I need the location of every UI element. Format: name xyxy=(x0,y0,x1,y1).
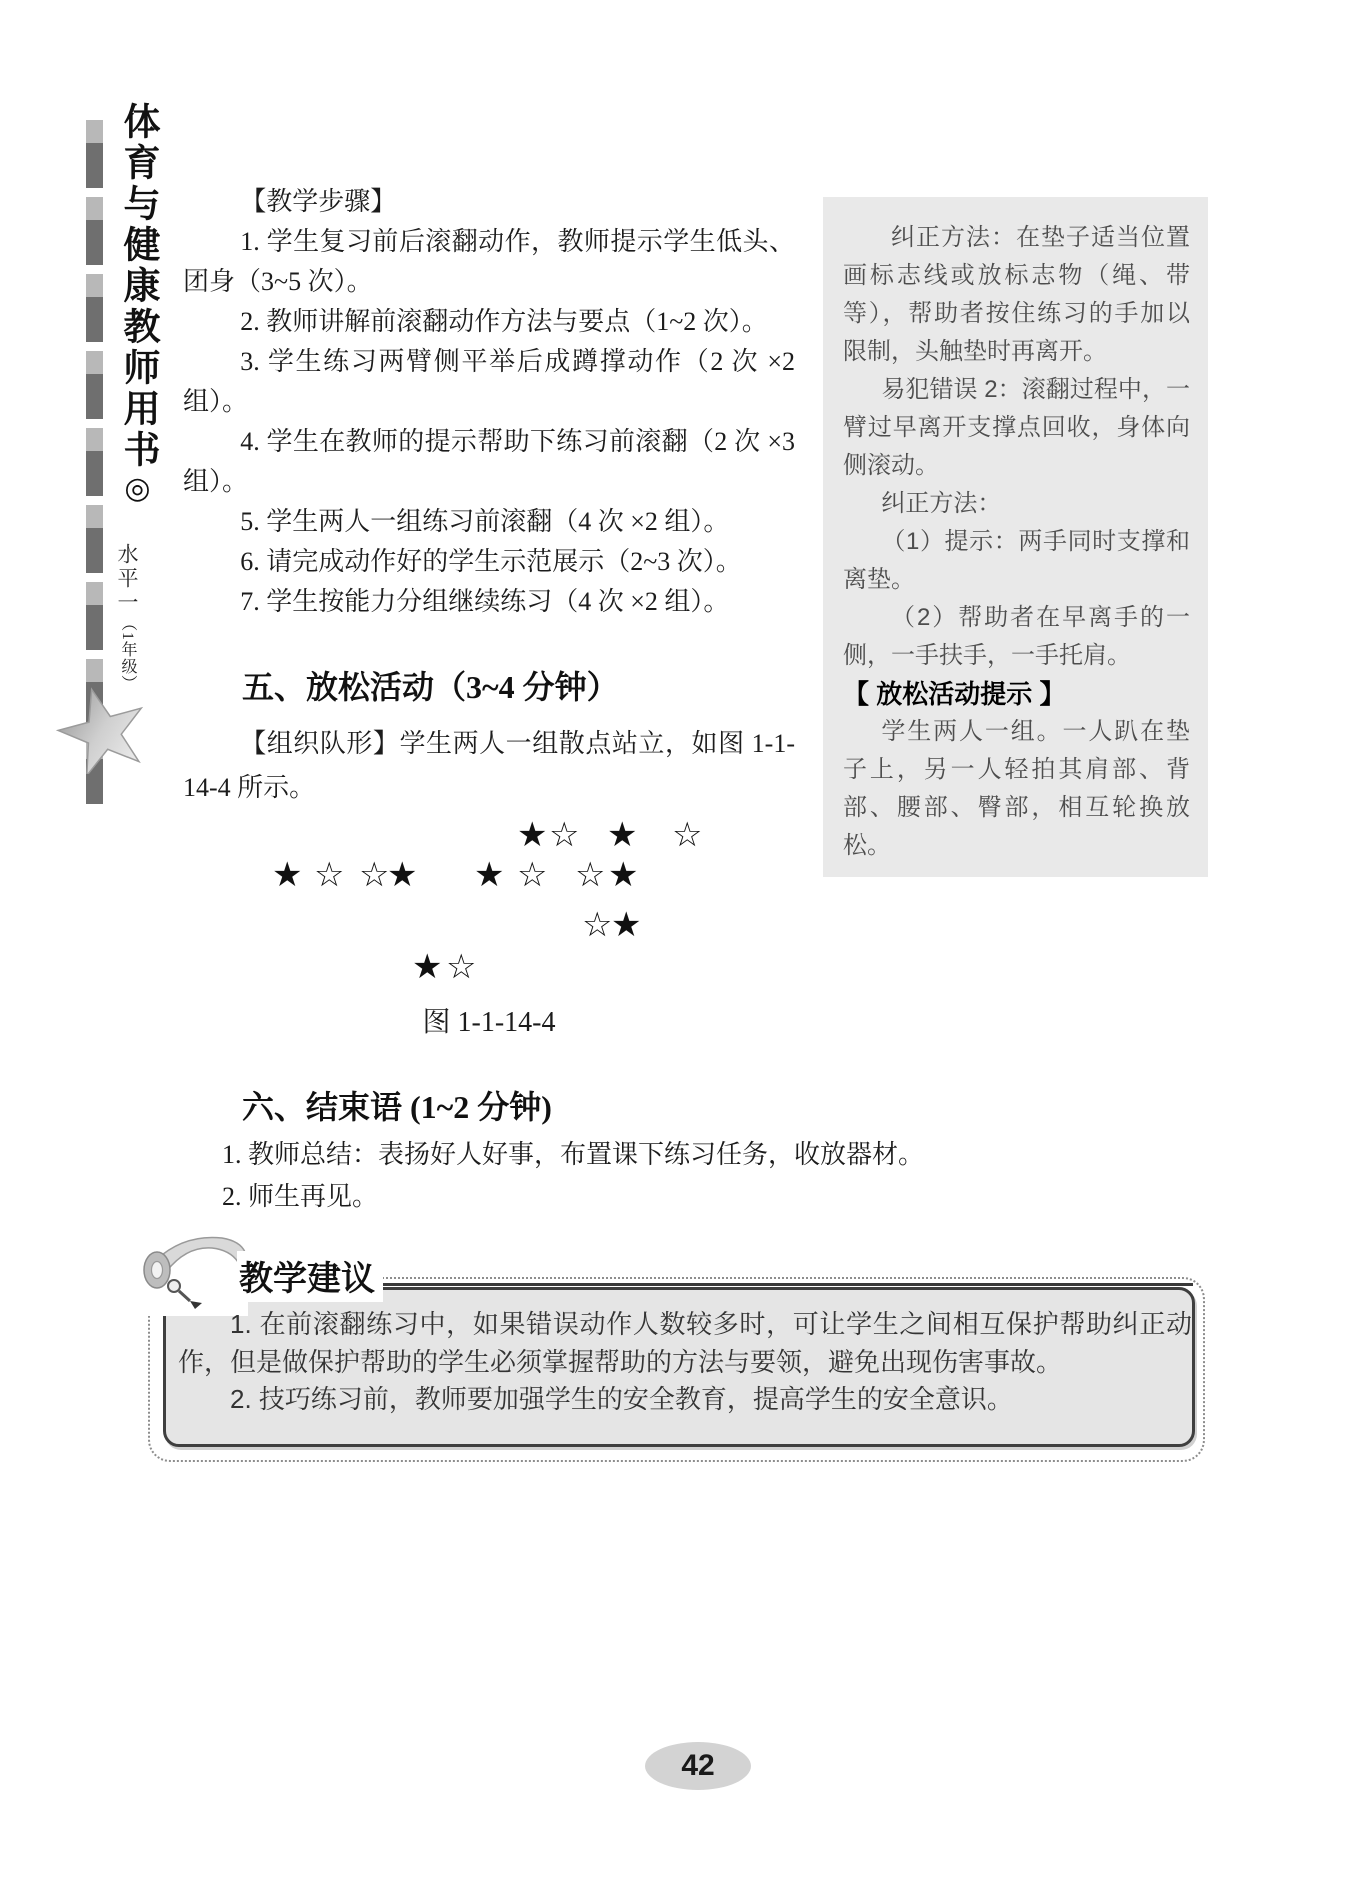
aside-paragraph: 易犯错误 2：滚翻过程中，一臂过早离开支撑点回收，身体向侧滚动。 xyxy=(843,376,1190,479)
teaching-steps-section xyxy=(183,182,795,622)
aside-paragraph: （2）帮助者在早离手的一侧，一手扶手，一手托肩。 xyxy=(843,604,1190,669)
suggestion-item: 1. 在前滚翻练习中，如果错误动作人数较多时，可让学生之间相互保护帮助纠正动作，但是做保护帮助的学生必须掌握帮助的方法与要领，避免出现伤害事故。 xyxy=(178,1309,1192,1377)
teaching-step: 2. 教师讲解前滚翻动作方法与要点（1~2 次）。 xyxy=(240,307,768,336)
teaching-step: 5. 学生两人一组练习前滚翻（4 次 ×2 组）。 xyxy=(240,507,730,536)
strip-block-dark xyxy=(86,297,103,342)
scroll-icon xyxy=(140,1228,248,1316)
teaching-step: 1. 学生复习前后滚翻动作，教师提示学生低头、团身（3~5 次）。 xyxy=(183,227,795,296)
strip-block-light xyxy=(86,274,103,297)
hollow-star-icon: ☆ xyxy=(314,855,345,895)
filled-star-icon: ★ xyxy=(387,855,418,895)
hollow-star-icon: ☆ xyxy=(517,855,548,895)
suggestion-title: 教学建议 xyxy=(237,1251,383,1302)
closing-section xyxy=(183,1134,953,1218)
aside-paragraph: 纠正方法： xyxy=(881,490,1002,517)
strip-block-light xyxy=(86,582,103,605)
strip-block-light xyxy=(86,505,103,528)
hollow-star-icon: ☆ xyxy=(575,855,606,895)
teaching-step: 4. 学生在教师的提示帮助下练习前滚翻（2 次 ×3 组）。 xyxy=(183,427,795,496)
filled-star-icon: ★ xyxy=(608,855,639,895)
strip-block-light xyxy=(86,428,103,451)
strip-block-light xyxy=(86,659,103,682)
filled-star-icon: ★ xyxy=(412,947,443,987)
section-heading-relaxation: 五、放松活动（3~4 分钟） xyxy=(242,669,619,705)
strip-block-dark xyxy=(86,605,103,650)
hollow-star-icon: ☆ xyxy=(582,905,613,945)
level-label-vertical xyxy=(112,543,142,692)
correction-note-box xyxy=(823,197,1208,877)
strip-block-dark xyxy=(86,374,103,419)
closing-item: 2. 师生再见。 xyxy=(222,1182,379,1211)
filled-star-icon: ★ xyxy=(611,905,642,945)
series-mark: ◎ xyxy=(121,471,154,510)
formation-text: 【组织队形】学生两人一组散点站立，如图 1-1-14-4 所示。 xyxy=(183,729,795,802)
teaching-steps-heading: 【教学步骤】 xyxy=(240,187,397,216)
filled-star-icon: ★ xyxy=(272,855,303,895)
hollow-star-icon: ☆ xyxy=(549,815,580,855)
strip-block-dark xyxy=(86,143,103,188)
closing-item: 1. 教师总结：表扬好人好事，布置课下练习任务，收放器材。 xyxy=(222,1140,925,1169)
strip-block-light xyxy=(86,120,103,143)
level-label-main: 水平一 xyxy=(115,543,139,615)
suggestion-item: 2. 技巧练习前，教师要加强学生的安全教育，提高学生的安全意识。 xyxy=(230,1384,1013,1414)
strip-block-dark xyxy=(86,451,103,496)
strip-block-dark xyxy=(86,528,103,573)
aside-paragraph: （1）提示：两手同时支撑和离垫。 xyxy=(843,528,1190,593)
strip-block-light xyxy=(86,197,103,220)
filled-star-icon: ★ xyxy=(474,855,505,895)
aside-paragraph: 纠正方法：在垫子适当位置画标志线或放标志物（绳、带等），帮助者按住练习的手加以限制，头触垫时再离开。 xyxy=(843,224,1190,365)
section-heading-closing: 六、结束语 (1~2 分钟) xyxy=(242,1089,552,1125)
teaching-step: 7. 学生按能力分组继续练习（4 次 ×2 组）。 xyxy=(240,587,730,616)
hollow-star-icon: ☆ xyxy=(672,815,703,855)
suggestion-text xyxy=(178,1306,1192,1419)
star-logo-icon xyxy=(54,682,150,774)
series-title-vertical xyxy=(110,102,164,510)
strip-block-dark xyxy=(86,220,103,265)
filled-star-icon: ★ xyxy=(517,815,548,855)
relaxation-tip-heading: 【 放松活动提示 】 xyxy=(843,679,1066,709)
page-number: 42 xyxy=(681,1749,715,1782)
level-label-sub: （1年级） xyxy=(119,615,136,692)
filled-star-icon: ★ xyxy=(607,815,638,855)
teaching-step: 3. 学生练习两臂侧平举后成蹲撑动作（2 次 ×2 组）。 xyxy=(183,347,795,416)
relaxation-tip-text: 学生两人一组。一人趴在垫子上，另一人轻拍其肩部、背部、腰部、臀部，相互轮换放松。 xyxy=(843,718,1190,859)
suggestion-title-underline xyxy=(348,1283,1193,1286)
series-title-text: 体育与健康教师用书 xyxy=(117,102,158,471)
strip-block-light xyxy=(86,351,103,374)
page-number-badge xyxy=(645,1742,751,1790)
hollow-star-icon: ☆ xyxy=(359,855,390,895)
hollow-star-icon: ☆ xyxy=(446,947,477,987)
figure-caption: 图 1-1-14-4 xyxy=(422,1007,556,1038)
teaching-step: 6. 请完成动作好的学生示范展示（2~3 次）。 xyxy=(240,547,742,576)
